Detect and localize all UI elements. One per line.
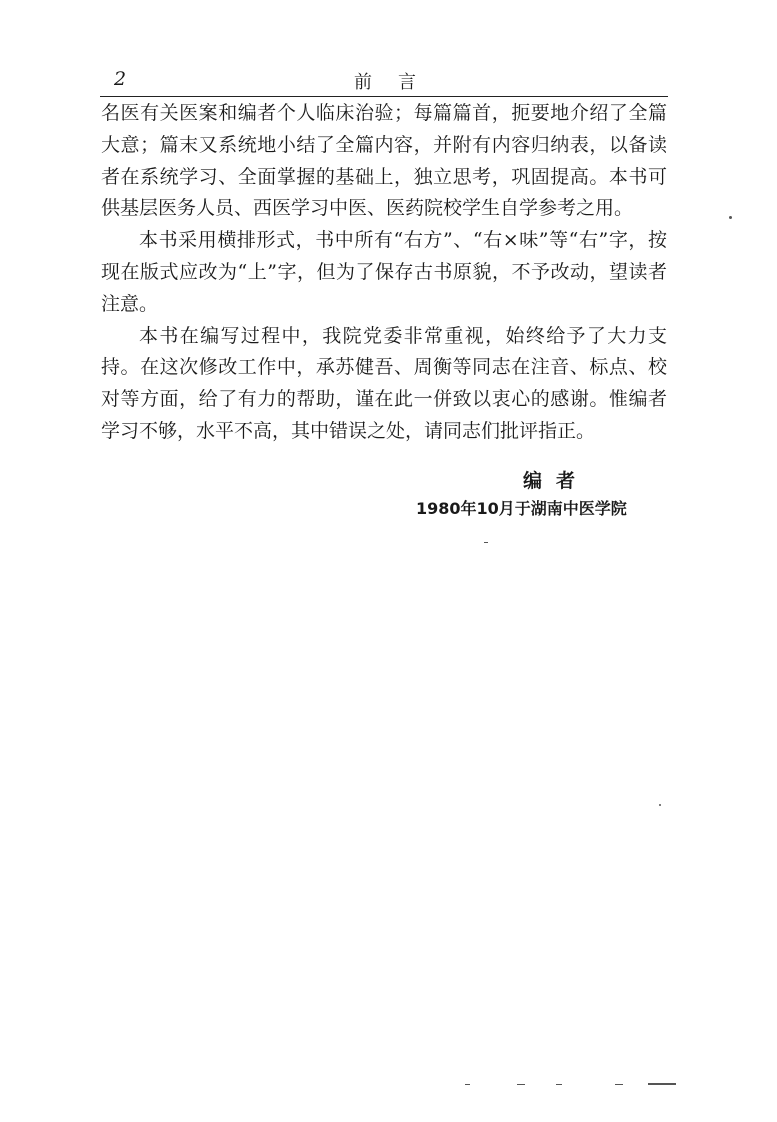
paragraph-layout-note: 本书采用横排形式，书中所有“右方”、“右×味”等“右”字，按现在版式应改为“上”字，但为了保存古书原貌，不予改动，望读者注意。 <box>101 229 667 315</box>
paragraph-acknowledgement: 本书在编写过程中，我院党委非常重视，始终给予了大力支持。在这次修改工作中，承苏健吾、周衡等同志在注音、标点、校对等方面，给了有力的帮助，谨在此一併致以衷心的感谢。惟编者学习不够，水平不高，其中错误之处，请同志们批评指正。 <box>101 324 667 442</box>
scan-speck <box>517 1084 525 1085</box>
scan-speck <box>465 1084 470 1085</box>
scan-speck <box>729 216 732 219</box>
scan-speck <box>556 1084 562 1085</box>
scan-speck <box>615 1084 623 1085</box>
scan-speck <box>484 542 488 543</box>
scan-speck <box>648 1083 676 1085</box>
author-signature: 编者 <box>523 470 590 492</box>
scan-speck <box>659 804 661 806</box>
body-text <box>101 98 667 448</box>
running-title: 前言 <box>354 72 442 93</box>
paragraph-continuation: 名医有关医案和编者个人临床治验；每篇篇首，扼要地介绍了全篇大意；篇末又系统地小结了全篇内容，并附有内容归纳表，以备读者在系统学习、全面掌握的基础上，独立思考，巩固提高。本书可供基层医务人员、西医学习中医、医药院校学生自学参考之用。 <box>101 102 667 220</box>
dateline: 1980年10月于湖南中医学院 <box>416 499 627 518</box>
page-header <box>100 64 668 97</box>
page-number: 2 <box>114 68 127 90</box>
